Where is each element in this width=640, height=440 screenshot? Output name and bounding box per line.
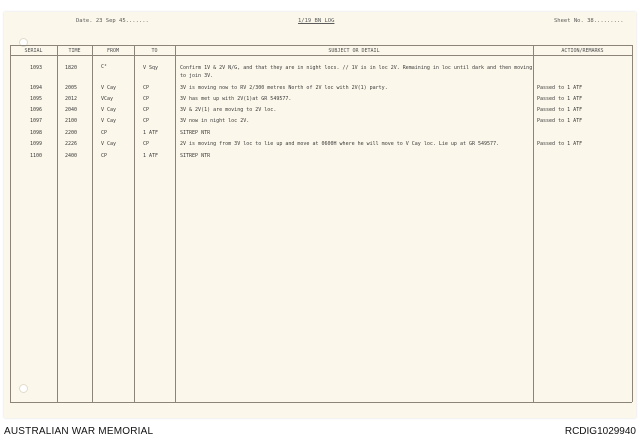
cell-to: CP bbox=[143, 141, 150, 147]
cell-detail: 2V is moving from 3V loc to lie up and move at 0600H where he will move to V Cay loc. Lie up at GR 549577. bbox=[180, 141, 500, 147]
cell-from: CP bbox=[101, 153, 108, 159]
cell-from: V Cay bbox=[101, 107, 117, 113]
cell-time: 2226 bbox=[65, 141, 78, 147]
unit-title: 1/19 BN LOG bbox=[298, 18, 335, 24]
cell-action: Passed to 1 ATF bbox=[537, 118, 583, 124]
cell-from: V Cay bbox=[101, 141, 117, 147]
cell-detail: 3V is moving now to RV 2/300 metres North of 2V loc with 2V(1) party. bbox=[180, 85, 388, 91]
column-header-to: TO bbox=[151, 48, 158, 54]
cell-detail: 3V now in night loc 2V. bbox=[180, 118, 250, 124]
cell-time: 2100 bbox=[65, 118, 78, 124]
punch-hole bbox=[19, 384, 28, 393]
column-divider bbox=[92, 45, 93, 402]
cell-detail: SITREP NTR bbox=[180, 153, 211, 159]
cell-from: V Cay bbox=[101, 85, 117, 91]
cell-time: 2200 bbox=[65, 130, 78, 136]
cell-to: CP bbox=[143, 107, 150, 113]
cell-serial: 1098 bbox=[30, 130, 43, 136]
cell-to: V Sqy bbox=[143, 65, 159, 71]
log-sheet bbox=[4, 12, 636, 418]
institution-label: AUSTRALIAN WAR MEMORIAL bbox=[4, 426, 154, 437]
table-top-rule bbox=[10, 45, 632, 46]
cell-detail: SITREP NTR bbox=[180, 130, 211, 136]
column-divider bbox=[134, 45, 135, 402]
cell-detail: 3V has met up with 2V(1)at GR 549577. bbox=[180, 96, 292, 102]
column-divider bbox=[175, 45, 176, 402]
cell-time: 2005 bbox=[65, 85, 78, 91]
cell-action: Passed to 1 ATF bbox=[537, 141, 583, 147]
column-divider bbox=[57, 45, 58, 402]
cell-serial: 1095 bbox=[30, 96, 43, 102]
cell-time: 2040 bbox=[65, 107, 78, 113]
column-header-from: FROM bbox=[106, 48, 120, 54]
column-divider bbox=[632, 45, 633, 402]
column-header-time: TIME bbox=[68, 48, 81, 54]
cell-action: Passed to 1 ATF bbox=[537, 96, 583, 102]
cell-time: 2400 bbox=[65, 153, 78, 159]
cell-serial: 1099 bbox=[30, 141, 43, 147]
cell-from: C² bbox=[101, 64, 108, 70]
cell-to: CP bbox=[143, 85, 150, 91]
sheet-number: Sheet No. 38......... bbox=[554, 18, 624, 24]
cell-from: CP bbox=[101, 130, 108, 136]
cell-serial: 1094 bbox=[30, 85, 43, 91]
cell-detail: 3V & 2V(1) are moving to 2V loc. bbox=[180, 107, 277, 113]
cell-to: CP bbox=[143, 96, 150, 102]
reference-code: RCDIG1029940 bbox=[564, 426, 636, 437]
column-header-action: ACTION/REMARKS bbox=[561, 48, 604, 54]
cell-serial: 1097 bbox=[30, 118, 43, 124]
cell-serial: 1100 bbox=[30, 153, 43, 159]
cell-time: 2012 bbox=[65, 96, 78, 102]
cell-action: Passed to 1 ATF bbox=[537, 85, 583, 91]
cell-detail: Confirm 1V & 2V N/G, and that they are in night locs. // 1V is in loc 2V. Remaining in loc until dark and then moving bbox=[180, 65, 533, 71]
cell-action: Passed to 1 ATF bbox=[537, 107, 583, 113]
cell-detail-continued: to join 3V. bbox=[180, 73, 214, 79]
cell-to: 1 ATF bbox=[143, 130, 159, 136]
cell-serial: 1096 bbox=[30, 107, 43, 113]
cell-time: 1820 bbox=[65, 65, 78, 71]
table-bottom-rule bbox=[10, 402, 632, 403]
column-header-serial: SERIAL bbox=[24, 48, 43, 54]
column-divider bbox=[533, 45, 534, 402]
header-bottom-rule bbox=[10, 55, 632, 56]
cell-to: CP bbox=[143, 118, 150, 124]
cell-to: 1 ATF bbox=[143, 153, 159, 159]
column-divider bbox=[10, 45, 11, 402]
cell-from: VCay bbox=[101, 96, 114, 102]
date-field: Date. 23 Sep 45....... bbox=[76, 18, 149, 24]
column-header-detail: SUBJECT OR DETAIL bbox=[328, 48, 380, 54]
cell-serial: 1093 bbox=[30, 65, 43, 71]
cell-from: V Cay bbox=[101, 118, 117, 124]
